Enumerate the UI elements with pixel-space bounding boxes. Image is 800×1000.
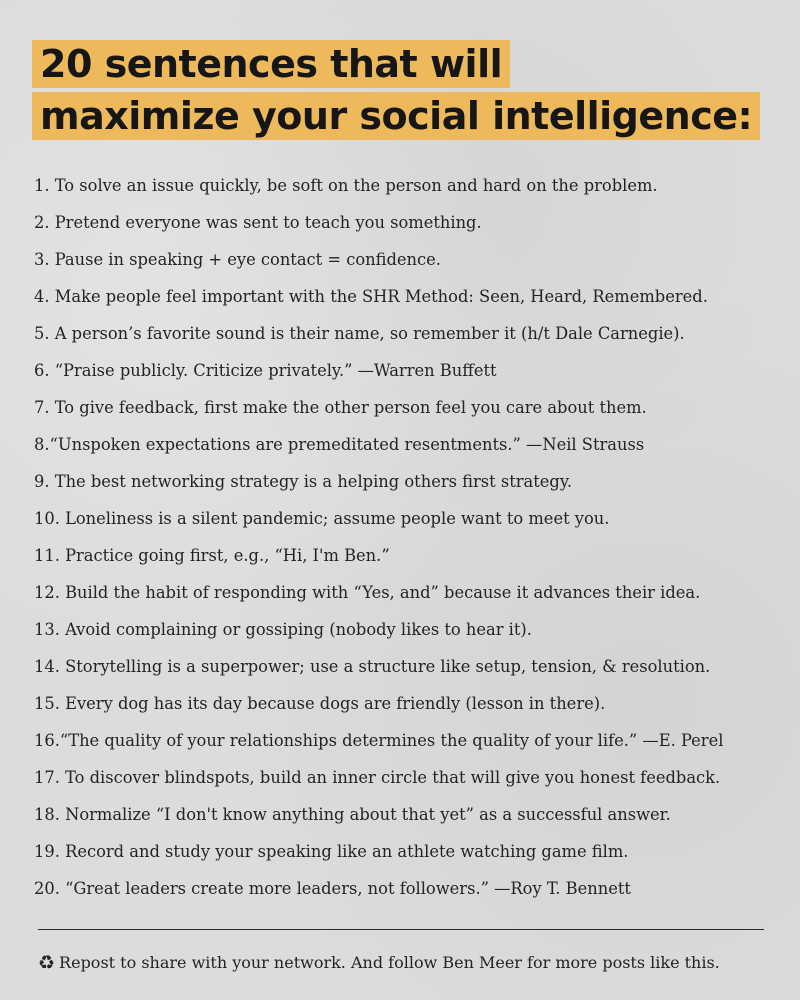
list-item: 2. Pretend everyone was sent to teach you something. — [34, 213, 482, 232]
list-item: 18. Normalize “I don't know anything about that yet” as a successful answer. — [34, 805, 671, 824]
title-line-1: 20 sentences that will — [32, 40, 510, 88]
list-item: 11. Practice going first, e.g., “Hi, I'm Ben.” — [34, 546, 390, 565]
list-item: 9. The best networking strategy is a helping others first strategy. — [34, 472, 573, 491]
list-item: 20. “Great leaders create more leaders, not followers.” —Roy T. Bennett — [34, 879, 631, 898]
title-line-2: maximize your social intelligence: — [32, 92, 760, 140]
title-block — [32, 40, 772, 140]
list-item: 17. To discover blindspots, build an inner circle that will give you honest feedback. — [34, 768, 721, 787]
list-item: 5. A person’s favorite sound is their name, so remember it (h/t Dale Carnegie). — [34, 324, 685, 343]
list-item: 4. Make people feel important with the SHR Method: Seen, Heard, Remembered. — [34, 287, 708, 306]
list-item: 8.“Unspoken expectations are premeditated resentments.” —Neil Strauss — [34, 435, 645, 454]
list-item: 1. To solve an issue quickly, be soft on the person and hard on the problem. — [34, 176, 658, 195]
footer-text: Repost to share with your network. And follow Ben Meer for more posts like this. — [59, 953, 720, 972]
list-item: 16.“The quality of your relationships determines the quality of your life.” —E. Perel — [34, 731, 724, 750]
list-item: 15. Every dog has its day because dogs are friendly (lesson in there). — [34, 694, 606, 713]
list-item: 10. Loneliness is a silent pandemic; assume people want to meet you. — [34, 509, 610, 528]
list-item: 7. To give feedback, first make the other person feel you care about them. — [34, 398, 647, 417]
list-item: 19. Record and study your speaking like an athlete watching game film. — [34, 842, 629, 861]
recycle-icon: ♻ — [38, 952, 56, 974]
list-item: 12. Build the habit of responding with “Yes, and” because it advances their idea. — [34, 583, 701, 602]
list-item: 14. Storytelling is a superpower; use a structure like setup, tension, & resolution. — [34, 657, 711, 676]
list-item: 6. “Praise publicly. Criticize privately.” —Warren Buffett — [34, 361, 497, 380]
sentence-list — [34, 170, 774, 910]
list-item: 3. Pause in speaking + eye contact = confidence. — [34, 250, 441, 269]
footer-divider — [38, 929, 764, 930]
footer — [38, 949, 778, 977]
list-item: 13. Avoid complaining or gossiping (nobody likes to hear it). — [34, 620, 532, 639]
